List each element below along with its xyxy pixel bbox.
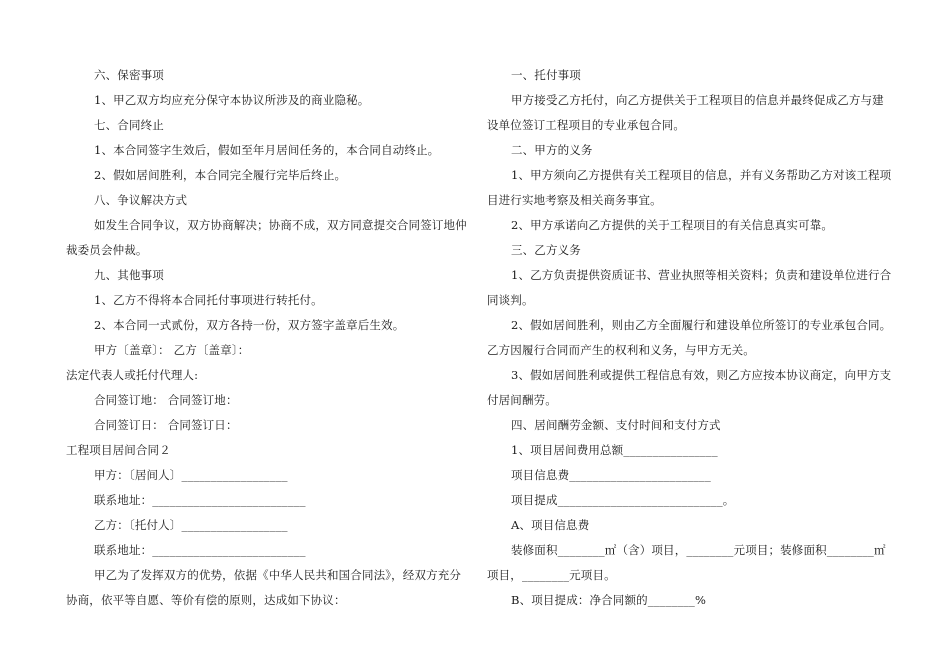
section-heading-confidentiality: 六、保密事项 (94, 68, 164, 82)
paragraph-line: 3、假如居间胜利或提供工程信息有效，则乙方应按本协议商定，向甲方支 (511, 368, 892, 382)
area-fee-line: 装修面积________㎡（含）项目，________元项目；装修面积________㎡ (511, 543, 886, 557)
paragraph-line: 如发生合同争议，双方协商解决；协商不成，双方同意提交合同签订地仲 (94, 218, 467, 232)
paragraph-line: 同谈判。 (487, 293, 534, 307)
commission-percent-line: B、项目提成：净合同额的________% (511, 593, 707, 607)
paragraph-line: 1、甲方须向乙方提供有关工程项目的信息，并有义务帮助乙方对该工程项 (511, 168, 892, 182)
section-heading-dispute: 八、争议解决方式 (94, 193, 188, 207)
paragraph-line: 乙方因履行合同而产生的权利和义务，与甲方无关。 (487, 343, 755, 357)
paragraph-line: 目进行实地考察及相关商务事宜。 (487, 193, 662, 207)
paragraph-line: 1、甲乙双方均应充分保守本协议所涉及的商业隐秘。 (94, 93, 370, 107)
commission-field: 项目提成____________________________。 (511, 493, 735, 507)
paragraph-line: 付居间酬劳。 (487, 393, 557, 407)
party-b-field: 乙方：〔托付人〕__________________ (94, 518, 288, 532)
section-heading-termination: 七、合同终止 (94, 118, 164, 132)
paragraph-line: 2、假如居间胜利，则由乙方全面履行和建设单位所签订的专业承包合同。 (511, 318, 892, 332)
address-field: 联系地址：__________________________ (94, 543, 306, 557)
section-heading-party-b-obligations: 三、乙方义务 (511, 243, 581, 257)
address-field: 联系地址：__________________________ (94, 493, 306, 507)
paragraph-line: 甲乙为了发挥双方的优势，依据《中华人民共和国合同法》，经双方充分 (94, 568, 462, 582)
paragraph-line: 2、假如居间胜利，本合同完全履行完毕后终止。 (94, 168, 347, 182)
party-a-field: 甲方：〔居间人〕__________________ (94, 468, 288, 482)
section-heading-fees: 四、居间酬劳金额、支付时间和支付方式 (511, 418, 721, 432)
signing-date-line: 合同签订日： 合同签订日： (94, 418, 238, 432)
section-heading-other: 九、其他事项 (94, 268, 164, 282)
subheading-info-fee: A、项目信息费 (511, 518, 590, 532)
paragraph-line: 设单位签订工程项目的专业承包合同。 (487, 118, 686, 132)
paragraph-line: 1、乙方负责提供资质证书、营业执照等相关资料；负责和建设单位进行合 (511, 268, 892, 282)
info-fee-field: 项目信息费________________________ (511, 468, 711, 482)
contract-title: 工程项目居间合同２ (66, 443, 171, 457)
area-fee-line: 项目，________元项目。 (487, 568, 616, 582)
section-heading-party-a-obligations: 二、甲方的义务 (511, 143, 593, 157)
signing-place-line: 合同签订地： 合同签订地： (94, 393, 238, 407)
representative-line: 法定代表人或托付代理人: (66, 368, 199, 382)
paragraph-line: 1、乙方不得将本合同托付事项进行转托付。 (94, 293, 323, 307)
paragraph-line: 2、本合同一式贰份，双方各持一份，双方签字盖章后生效。 (94, 318, 405, 332)
paragraph-line: 协商，依平等自愿、等价有偿的原则，达成如下协议： (66, 593, 346, 607)
paragraph-line: 1、本合同签字生效后，假如至年月居间任务的，本合同自动终止。 (94, 143, 440, 157)
paragraph-line: 甲方接受乙方托付，向乙方提供关于工程项目的信息并最终促成乙方与建 (511, 93, 884, 107)
signature-line: 甲方〔盖章〕： 乙方〔盖章〕： (94, 343, 250, 357)
section-heading-entrusted-matters: 一、托付事项 (511, 68, 581, 82)
paragraph-line: 裁委员会仲裁。 (66, 243, 148, 257)
total-fee-field: 1、项目居间费用总额________________ (511, 443, 718, 457)
paragraph-line: 2、甲方承诺向乙方提供的关于工程项目的有关信息真实可靠。 (511, 218, 834, 232)
